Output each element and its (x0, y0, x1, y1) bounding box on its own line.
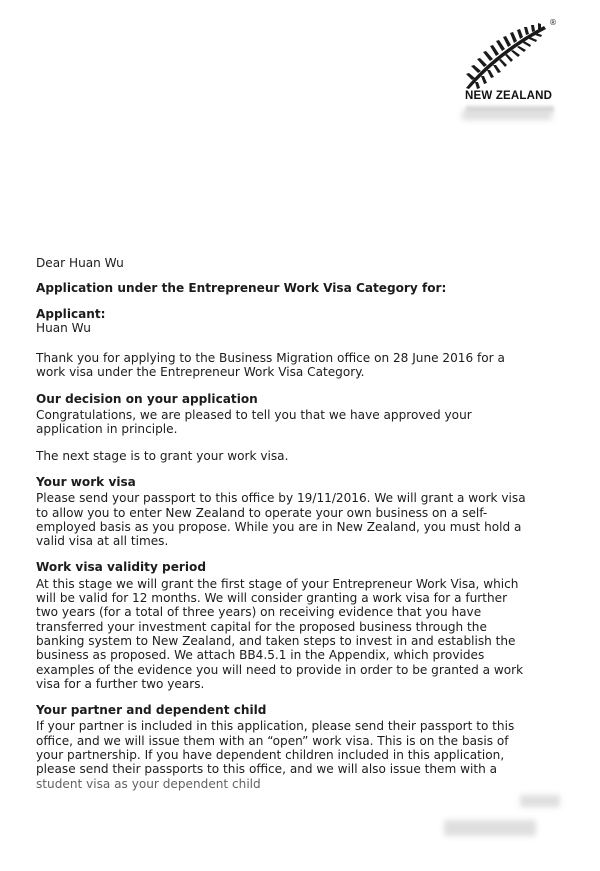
registered-mark: ® (549, 18, 557, 27)
section-line: to allow you to enter New Zealand to operate your own business on a self- (36, 505, 488, 520)
section-line: If your partner is included in this application, please send their passport to this (36, 719, 515, 734)
redacted-area (520, 795, 560, 807)
section-heading: Your work visa (36, 474, 136, 489)
section-line: Congratulations, we are pleased to tell you that we have approved your (36, 408, 472, 423)
applicant-label: Applicant: (36, 306, 106, 321)
section-line: your partnership. If you have dependent children included in this application, (36, 748, 505, 763)
letter-body (36, 256, 546, 791)
subject-line: Application under the Entrepreneur Work Visa Category for: (36, 281, 447, 296)
section-line: business as proposed. We attach BB4.5.1 in the Appendix, which provides (36, 648, 485, 663)
section-line: employed basis as you propose. While you are in New Zealand, you must hold a (36, 519, 522, 534)
section-line: application in principle. (36, 422, 178, 437)
section-line: banking system to New Zealand, and taken steps to invest in and establish the (36, 633, 516, 648)
section-heading: Your partner and dependent child (36, 703, 267, 718)
section-line: office, and we will issue them with an “open” work visa. This is on the basis of (36, 733, 509, 748)
intro-line: work visa under the Entrepreneur Work Visa Category. (36, 365, 365, 380)
applicant-block (36, 307, 546, 336)
section-heading: Work visa validity period (36, 560, 206, 575)
section-line: two years (for a total of three years) on receiving evidence that you have (36, 605, 482, 620)
intro-paragraph (36, 351, 546, 380)
redacted-area (444, 820, 536, 836)
section-body (36, 491, 546, 548)
section-line: examples of the evidence you will need to provide in order to be granted a work (36, 662, 524, 677)
section-body (36, 719, 546, 791)
section-note: The next stage is to grant your work visa. (36, 448, 289, 463)
redacted-area (462, 110, 552, 120)
section-line: will be valid for 12 months. We will consider granting a work visa for a further (36, 591, 508, 606)
section-line: At this stage we will grant the first stage of your Entrepreneur Work Visa, which (36, 576, 519, 591)
brand-wordmark: NEW ZEALAND (465, 90, 553, 102)
section-line: please send their passports to this office, and we will also issue them with a (36, 762, 498, 777)
section-line: transferred your investment capital for the proposed business through the (36, 619, 487, 634)
section-body (36, 408, 546, 437)
applicant-name: Huan Wu (36, 320, 91, 335)
section-line: Please send your passport to this office by 19/11/2016. We will grant a work visa (36, 491, 526, 506)
section-body (36, 577, 546, 691)
section-line: visa for a further two years. (36, 676, 205, 691)
intro-line: Thank you for applying to the Business Migration office on 28 June 2016 for a (36, 351, 505, 366)
section-heading: Our decision on your application (36, 391, 258, 406)
section-line-cut: student visa as your dependent child (36, 776, 261, 791)
section-line: valid visa at all times. (36, 534, 169, 549)
salutation: Dear Huan Wu (36, 256, 124, 270)
